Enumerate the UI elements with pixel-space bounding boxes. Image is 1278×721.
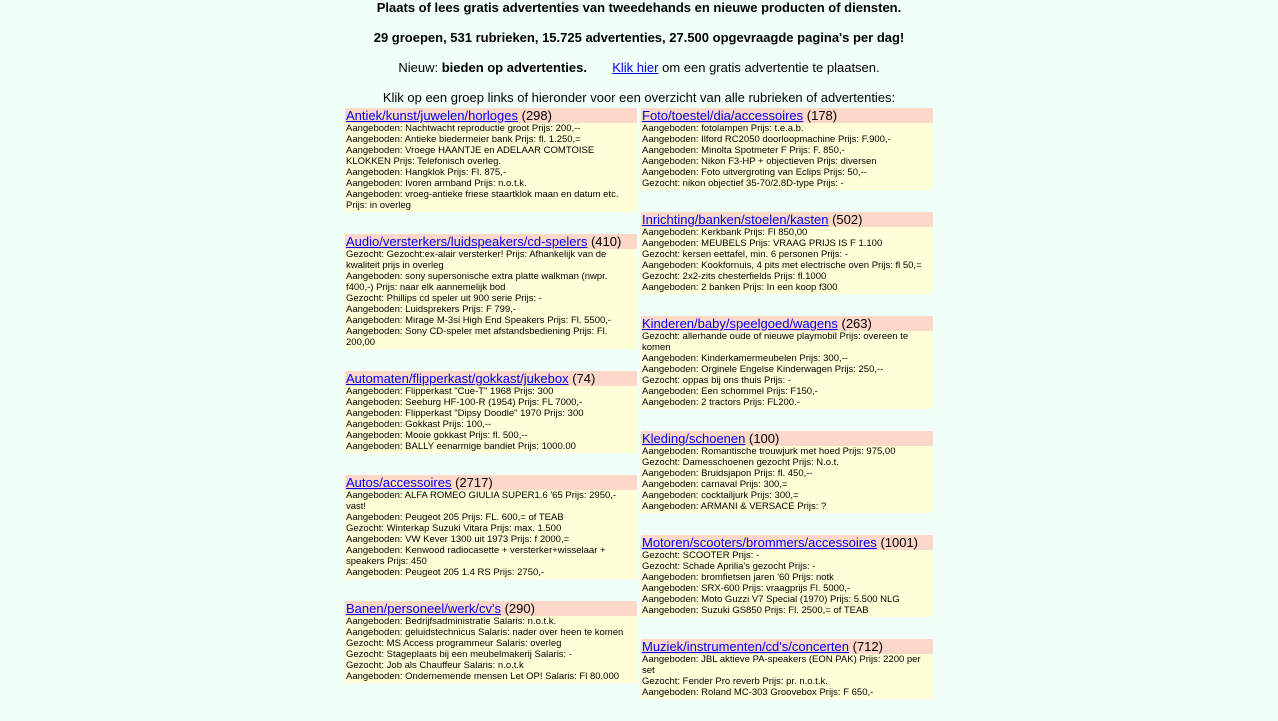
- ad-item: Aangeboden: Mirage M-3si High End Speakers Prijs: Fl. 5500,-: [346, 315, 612, 326]
- group-header: [641, 316, 933, 331]
- group-link[interactable]: Antiek/kunst/juwelen/horloges: [346, 108, 518, 123]
- group-muziek: [641, 639, 933, 699]
- ad-item: Gezocht: Winterkap Suzuki Vitara Prijs: max. 1.500: [346, 523, 562, 534]
- group-link[interactable]: Foto/toestel/dia/accessoires: [642, 108, 804, 123]
- group-link[interactable]: Kleding/schoenen: [642, 431, 746, 446]
- ad-item: Gezocht: Phillips cd speler uit 900 serie Prijs: -: [346, 293, 542, 304]
- group-link[interactable]: Autos/accessoires: [346, 475, 452, 490]
- ad-item: Aangeboden: 2 banken Prijs: In een koop f300: [642, 282, 838, 293]
- ad-item: Aangeboden: sony supersonische extra platte walkman (nwpr. f400,-) Prijs: naar elk aannemelijk bod: [346, 271, 608, 293]
- group-header: [345, 601, 637, 616]
- ad-item: Aangeboden: Kerkbank Prijs: Fl 850,00: [642, 227, 808, 238]
- ad-item: Aangeboden: Peugeot 205 1.4 RS Prijs: 2750,-: [346, 567, 545, 578]
- ad-item: Aangeboden: Flipperkast "Cue-T" 1968 Prijs: 300: [346, 386, 554, 397]
- ad-item: Aangeboden: Mooie gokkast Prijs: fl. 500,--: [346, 430, 528, 441]
- ad-item: Aangeboden: Roland MC-303 Groovebox Prijs: F 650,-: [642, 687, 874, 698]
- ad-item: Aangeboden: Bruidsjapon Prijs: fl. 450,--: [642, 468, 813, 479]
- group-count: (410): [590, 234, 622, 249]
- group-header: [345, 475, 637, 490]
- group-ads: [345, 616, 637, 683]
- click-here-link[interactable]: Klik hier: [612, 60, 659, 75]
- group-antiek: [345, 108, 637, 212]
- ad-item: Aangeboden: vroeg-antieke friese staartklok maan en datum etc. Prijs: in overleg: [346, 189, 619, 211]
- ad-item: Aangeboden: Luidsprekers Prijs: F 799,-: [346, 304, 517, 315]
- intro-stats: 29 groepen, 531 rubrieken, 15.725 advertenties, 27.500 opgevraagde pagina's per dag!: [373, 30, 905, 45]
- group-ads: [345, 490, 637, 579]
- ad-item: Aangeboden: BALLY eenarmige bandiet Prijs: 1000.00: [346, 441, 576, 452]
- ad-item: Gezocht: Fender Pro reverb Prijs: pr. n.o.t.k.: [642, 676, 828, 687]
- group-header: [641, 212, 933, 227]
- group-count: (298): [521, 108, 552, 123]
- group-banen: [345, 601, 637, 683]
- ad-item: Aangeboden: Kookfornuis, 4 pits met electrische oven Prijs: fl 50,=: [642, 260, 922, 271]
- ad-item: Aangeboden: Gokkast Prijs: 100,--: [346, 419, 492, 430]
- ad-item: Aangeboden: carnaval Prijs: 300,=: [642, 479, 788, 490]
- group-ads: [345, 386, 637, 453]
- group-foto: [641, 108, 933, 190]
- group-ads: [641, 654, 933, 699]
- group-count: (74): [572, 371, 596, 386]
- group-link[interactable]: Muziek/instrumenten/cd's/concerten: [642, 639, 849, 654]
- ad-item: Aangeboden: VW Kever 1300 uit 1973 Prijs: f 2000,=: [346, 534, 570, 545]
- ad-item: Aangeboden: Orginele Engelse Kinderwagen Prijs: 250,--: [642, 364, 884, 375]
- group-count: (178): [806, 108, 838, 123]
- ad-item: Aangeboden: MEUBELS Prijs: VRAAG PRIJS IS F 1.100: [642, 238, 883, 249]
- group-kleding: [641, 431, 933, 513]
- ad-item: Gezocht: allerhande oude of nieuwe playmobil Prijs: overeen te komen: [642, 331, 909, 353]
- ad-item: Aangeboden: Ondernemende mensen Let OP! Salaris: Fl 80.000: [346, 671, 620, 682]
- group-ads: [641, 227, 933, 294]
- new-prefix: Nieuw:: [398, 60, 439, 75]
- group-automaten: [345, 371, 637, 453]
- group-count: (502): [832, 212, 863, 227]
- intro-new-line: [0, 60, 1278, 75]
- ad-item: Aangeboden: Ivoren armband Prijs: n.o.t.k.: [346, 178, 527, 189]
- group-kinderen: [641, 316, 933, 409]
- group-count: (263): [841, 316, 872, 331]
- ad-item: Aangeboden: Antieke biedermeier bank Prijs: fl. 1.250,=: [346, 134, 581, 145]
- ad-item: Aangeboden: JBL aktieve PA-speakers (EON PAK) Prijs: 2200 per set: [642, 654, 921, 676]
- intro-line-1: Plaats of lees gratis advertenties van tweedehands en nieuwe producten of diensten.: [376, 0, 902, 15]
- ad-item: Gezocht: MS Access programmeur Salaris: overleg: [346, 638, 562, 649]
- ad-item: Aangeboden: cocktailjurk Prijs: 300,=: [642, 490, 799, 501]
- ad-item: Gezocht: Gezocht:ex-alair versterker! Prijs: Afhankelijk van de kwaliteit prijs in overleg: [346, 249, 607, 271]
- ad-item: Aangeboden: Kinderkamermeubelen Prijs: 300,--: [642, 353, 848, 364]
- ad-item: Aangeboden: Flipperkast "Dipsy Doodle" 1970 Prijs: 300: [346, 408, 584, 419]
- group-link[interactable]: Audio/versterkers/luidspeakers/cd-spelers: [346, 234, 588, 249]
- ad-item: Gezocht: Job als Chauffeur Salaris: n.o.t.k: [346, 660, 524, 671]
- ad-item: Aangeboden: Seeburg HF-100-R (1954) Prijs: FL 7000,-: [346, 397, 583, 408]
- group-header: [345, 108, 637, 123]
- new-bold: bieden op advertenties.: [441, 60, 587, 75]
- ad-item: Aangeboden: geluidstechnicus Salaris: nader over heen te komen: [346, 627, 624, 638]
- click-suffix: om een gratis advertentie te plaatsen.: [662, 60, 880, 75]
- group-ads: [641, 550, 933, 617]
- instruction-text: Klik op een groep links of hieronder voor een overzicht van alle rubrieken of advertenties:: [382, 90, 896, 105]
- group-link[interactable]: Motoren/scooters/brommers/accessoires: [642, 535, 877, 550]
- group-header: [345, 371, 637, 386]
- left-group-column: [345, 108, 637, 705]
- group-count: (712): [852, 639, 883, 654]
- ad-item: Aangeboden: Nachtwacht reproductie groot Prijs: 200,--: [346, 123, 581, 134]
- group-header: [641, 108, 933, 123]
- group-ads: [345, 249, 637, 349]
- ad-item: Aangeboden: Peugeot 205 Prijs: FL. 600,= of TEAB: [346, 512, 564, 523]
- ad-item: Aangeboden: Sony CD-speler met afstandsbediening Prijs: Fl. 200,00: [346, 326, 608, 348]
- group-count: (1001): [880, 535, 919, 550]
- ad-item: Gezocht: Schade Aprilia's gezocht Prijs: -: [642, 561, 816, 572]
- ad-item: Aangeboden: Hangklok Prijs: Fl. 875,-: [346, 167, 507, 178]
- group-header: [641, 639, 933, 654]
- group-count: (290): [504, 601, 535, 616]
- ad-item: Gezocht: nikon objectief 35-70/2.8D-type Prijs: -: [642, 178, 844, 189]
- group-link[interactable]: Banen/personeel/werk/cv's: [346, 601, 501, 616]
- ad-item: Aangeboden: bromfietsen jaren '60 Prijs: notk: [642, 572, 834, 583]
- right-group-column: [641, 108, 933, 721]
- group-motoren: [641, 535, 933, 617]
- group-ads: [345, 123, 637, 212]
- ad-item: Gezocht: SCOOTER Prijs: -: [642, 550, 760, 561]
- ad-item: Aangeboden: Ilford RC2050 doorloopmachine Prijs: F.900,-: [642, 134, 891, 145]
- ad-item: Aangeboden: Een schommel Prijs: F150,-: [642, 386, 818, 397]
- group-link[interactable]: Automaten/flipperkast/gokkast/jukebox: [346, 371, 569, 386]
- group-audio: [345, 234, 637, 349]
- group-link[interactable]: Inrichting/banken/stoelen/kasten: [642, 212, 829, 227]
- ad-item: Gezocht: Stageplaats bij een meubelmakerij Salaris: -: [346, 649, 573, 660]
- group-autos: [345, 475, 637, 579]
- ad-item: Aangeboden: Suzuki GS850 Prijs: Fl. 2500,= of TEAB: [642, 605, 869, 616]
- group-header: [641, 535, 933, 550]
- group-count: (2717): [455, 475, 493, 490]
- group-link[interactable]: Kinderen/baby/speelgoed/wagens: [642, 316, 838, 331]
- ad-item: Aangeboden: Moto Guzzi V7 Special (1970) Prijs: 5.500 NLG: [642, 594, 900, 605]
- group-ads: [641, 446, 933, 513]
- ad-item: Aangeboden: fotolampen Prijs: t.e.a.b.: [642, 123, 804, 134]
- ad-item: Aangeboden: 2 tractors Prijs: FL200.-: [642, 397, 800, 408]
- ad-item: Aangeboden: Bedrijfsadministratie Salaris: n.o.t.k.: [346, 616, 557, 627]
- group-inrichting: [641, 212, 933, 294]
- ad-item: Aangeboden: Kenwood radiocasette + versterker+wisselaar + speakers Prijs: 450: [346, 545, 606, 567]
- ad-item: Gezocht: Damesschoenen gezocht Prijs: N.o.t.: [642, 457, 839, 468]
- group-count: (100): [748, 431, 780, 446]
- ad-item: Gezocht: kersen eettafel, min. 6 personen Prijs: -: [642, 249, 848, 260]
- ad-item: Aangeboden: Romantische trouwjurk met hoed Prijs: 975,00: [642, 446, 896, 457]
- group-ads: [641, 331, 933, 409]
- ad-item: Aangeboden: SRX-600 Prijs: vraagprijs Fl. 5000,-: [642, 583, 851, 594]
- ad-item: Aangeboden: ARMANI & VERSACE Prijs: ?: [642, 501, 827, 512]
- ad-item: Gezocht: 2x2-zits chesterfields Prijs: fl.1000: [642, 271, 827, 282]
- group-header: [641, 431, 933, 446]
- ad-item: Aangeboden: ALFA ROMEO GIULIA SUPER1.6 '65 Prijs: 2950,- vast!: [346, 490, 617, 512]
- ad-item: Gezocht: oppas bij ons thuis Prijs: -: [642, 375, 791, 386]
- group-header: [345, 234, 637, 249]
- ad-item: Aangeboden: Minolta Spotmeter F Prijs: F. 850,-: [642, 145, 845, 156]
- ad-item: Aangeboden: Foto uitvergroting van Eclips Prijs: 50,--: [642, 167, 867, 178]
- group-ads: [641, 123, 933, 190]
- ad-item: Aangeboden: Nikon F3-HP + objectieven Prijs: diversen: [642, 156, 877, 167]
- ad-item: Aangeboden: Vroege HAANTJE en ADELAAR COMTOISE KLOKKEN Prijs: Telefonisch overleg.: [346, 145, 595, 167]
